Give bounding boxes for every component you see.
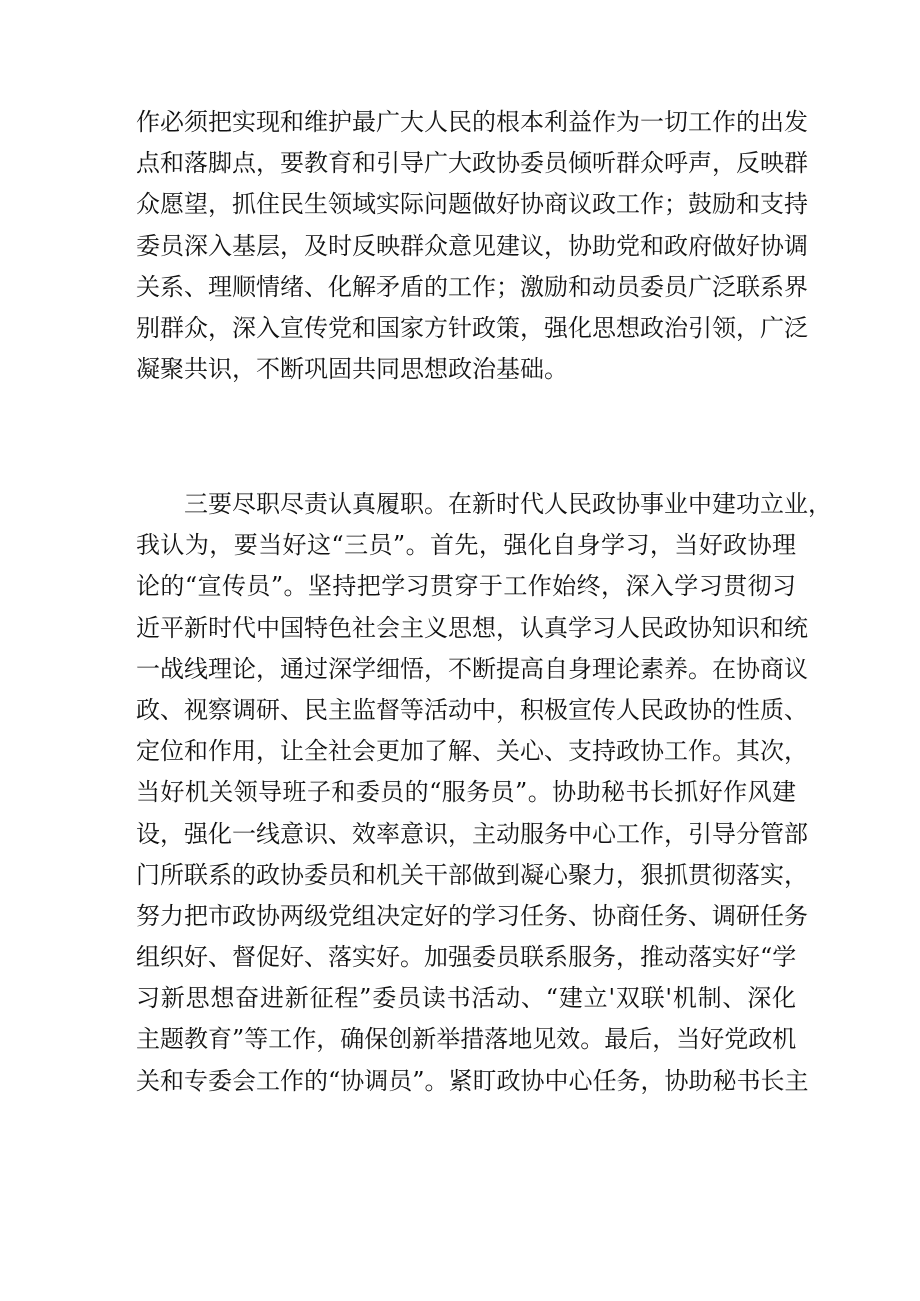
text-line: 一战线理论，通过深学细悟，不断提高自身理论素养。在协商议 bbox=[136, 654, 808, 683]
text-line: 习新思想奋进新征程”委员读书活动、“建立'双联'机制、深化 bbox=[136, 984, 796, 1013]
text-line: 关系、理顺情绪、化解矛盾的工作；激励和动员委员广泛联系界 bbox=[136, 272, 808, 301]
text-line: 政、视察调研、民主监督等活动中，积极宣传人民政协的性质、 bbox=[136, 695, 808, 724]
text-line: 组织好、督促好、落实好。加强委员联系服务，推动落实好“学 bbox=[136, 943, 797, 972]
text-line: 作必须把实现和维护最广大人民的根本利益作为一切工作的出发 bbox=[136, 108, 808, 136]
text-line: 别群众，深入宣传党和国家方针政策，强化思想政治引领，广泛 bbox=[136, 313, 808, 342]
text-line: 近平新时代中国特色社会主义思想，认真学习人民政协知识和统 bbox=[136, 613, 808, 642]
text-line: 我认为，要当好这“三员”。首先，强化自身学习，当好政协理 bbox=[136, 531, 796, 560]
text-line: 设，强化一线意识、效率意识，主动服务中心工作，引导分管部 bbox=[136, 819, 808, 848]
paragraph-2 bbox=[136, 484, 832, 1102]
text-line: 凝聚共识，不断巩固共同思想政治基础。 bbox=[136, 355, 568, 384]
text-line: 三要尽职尽责认真履职。在新时代人民政协事业中建功立业， bbox=[184, 490, 832, 518]
text-line: 关和专委会工作的“协调员”。紧盯政协中心任务，协助秘书长主 bbox=[136, 1066, 809, 1095]
text-line: 众愿望，抓住民生领域实际问题做好协商议政工作；鼓励和支持 bbox=[136, 190, 808, 219]
text-line: 努力把市政协两级党组决定好的学习任务、协商任务、调研任务 bbox=[136, 901, 808, 930]
text-line: 门所联系的政协委员和机关干部做到凝心聚力，狠抓贯彻落实， bbox=[136, 860, 808, 889]
text-line: 委员深入基层，及时反映群众意见建议，协助党和政府做好协调 bbox=[136, 231, 808, 260]
text-line: 点和落脚点，要教育和引导广大政协委员倾听群众呼声，反映群 bbox=[136, 149, 808, 178]
text-line: 定位和作用，让全社会更加了解、关心、支持政协工作。其次， bbox=[136, 737, 808, 766]
text-line: 论的“宣传员”。坚持把学习贯穿于工作始终，深入学习贯彻习 bbox=[136, 572, 796, 601]
paragraph-1 bbox=[136, 102, 808, 390]
text-line: 主题教育”等工作，确保创新举措落地见效。最后，当好党政机 bbox=[136, 1025, 797, 1054]
text-line: 当好机关领导班子和委员的“服务员”。协助秘书长抓好作风建 bbox=[136, 778, 796, 807]
